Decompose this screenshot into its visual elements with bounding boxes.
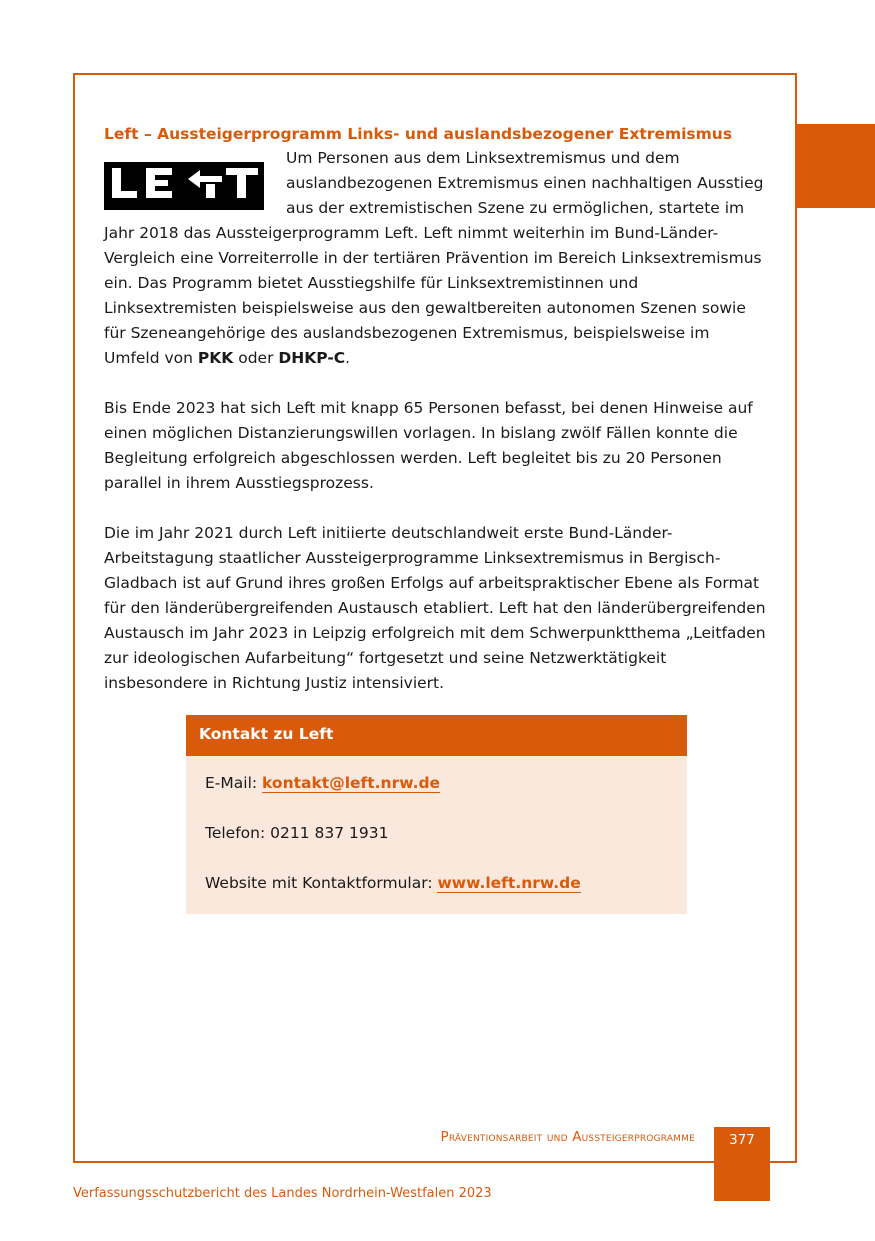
page-number: 377 xyxy=(714,1127,770,1201)
intro-text: Um Personen aus dem Linksextremismus und dem auslandbezogenen Extremismus einen nachhaltigen Ausstieg aus der extremistischen Szene zu ermöglichen, startete im Jahr 2018 das Aussteigerprogramm Left. Left nimmt weiterhin im Bund-Länder-Vergleich eine Vorreiterrolle in der tertiären Prävention im Bereich Linksextremismus ein. Das Programm bietet Ausstiegshilfe für Linksextremistinnen und Linksextremisten beispielsweise aus den gewaltbereiten autonomen Szenen sowie für Szeneangehörige des auslandsbezogenen Extremismus, beispielsweise im Umfeld von xyxy=(104,149,764,367)
dhkp-c-term: DHKP-C xyxy=(278,349,346,367)
email-link[interactable]: kontakt@left.nrw.de xyxy=(262,774,441,792)
contact-box xyxy=(186,715,687,914)
left-logo xyxy=(104,162,264,210)
contact-title: Kontakt zu Left xyxy=(186,715,687,756)
pkk-term: PKK xyxy=(197,349,234,367)
intro-paragraph xyxy=(104,146,768,371)
chapter-side-tab xyxy=(797,124,875,208)
intro-end: . xyxy=(345,349,351,367)
contact-website-line xyxy=(205,872,581,894)
statistics-paragraph: Bis Ende 2023 hat sich Left mit knapp 65 Personen befasst, bei denen Hinweise auf einen möglichen Distanzierungswillen vorlagen. In bislang zwölf Fällen konnte die Begleitung erfolgreich abgeschlossen werden. Left begleitet bis zu 20 Personen parallel in ihrem Ausstiegsprozess. xyxy=(104,399,753,492)
section-heading: Left – Aussteigerprogramm Links- und auslandsbezogener Extremismus xyxy=(104,125,733,143)
conference-paragraph: Die im Jahr 2021 durch Left initiierte deutschlandweit erste Bund-Länder-Arbeitstagung staatlicher Aussteigerprogramme Linksextremismus in Bergisch-Gladbach ist auf Grund ihres großen Erfolgs auf arbeitspraktischer Ebene als Format für den länderübergreifenden Austausch etabliert. Left hat den länderübergreifenden Austausch im Jahr 2023 in Leipzig erfolgreich mit dem Schwerpunktthema „Leitfaden zur ideologischen Aufarbeitung“ fortgesetzt und seine Netzwerktätigkeit insbesondere in Richtung Justiz intensiviert. xyxy=(104,524,766,692)
publication-title: Verfassungsschutzbericht des Landes Nordrhein-Westfalen 2023 xyxy=(73,1186,492,1201)
main-content xyxy=(104,122,768,696)
footer-section-title: Präventionsarbeit und Aussteigerprogramme xyxy=(440,1129,695,1145)
website-link[interactable]: www.left.nrw.de xyxy=(437,874,581,892)
contact-phone-line: Telefon: 0211 837 1931 xyxy=(205,824,389,842)
intro-connector: oder xyxy=(233,349,279,367)
contact-email-line xyxy=(205,772,440,794)
website-label: Website mit Kontaktformular: xyxy=(205,874,438,892)
email-label: E-Mail: xyxy=(205,774,263,792)
